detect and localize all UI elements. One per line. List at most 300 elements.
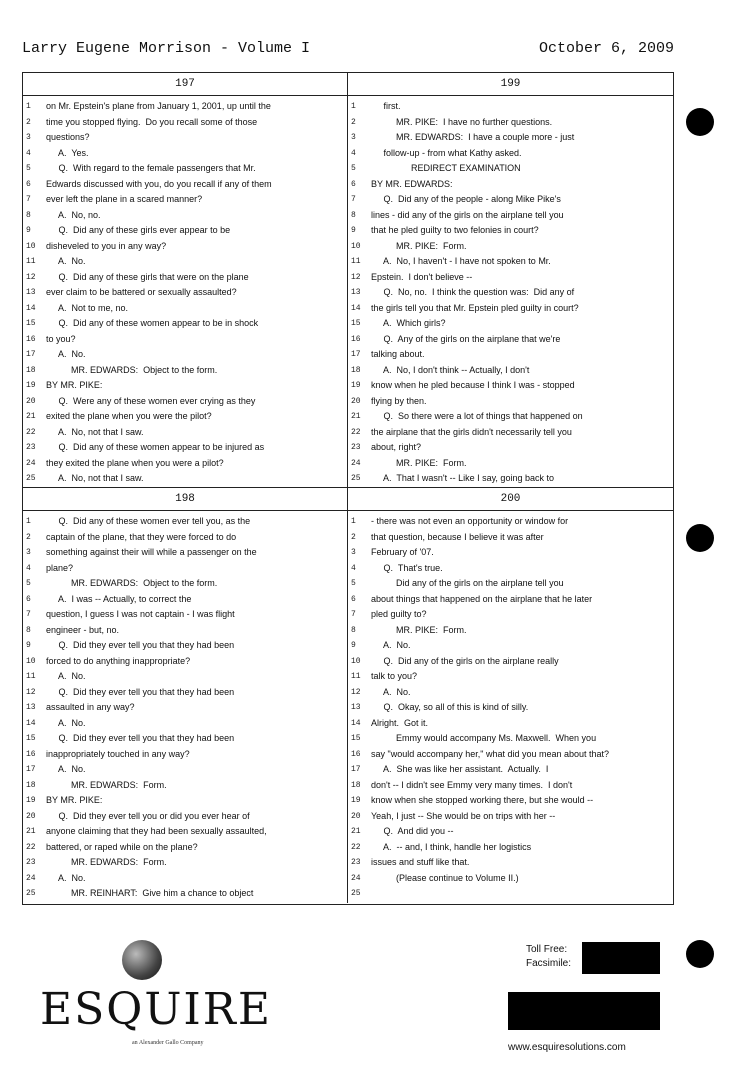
line-text: BY MR. PIKE: — [46, 795, 103, 805]
transcript-line — [23, 809, 347, 825]
line-number: 23 — [26, 858, 36, 867]
transcript-line — [23, 530, 347, 546]
line-number: 16 — [351, 749, 361, 759]
line-number: 4 — [26, 563, 31, 573]
line-number: 14 — [351, 303, 361, 313]
line-number: 19 — [351, 381, 361, 390]
transcript-line — [23, 440, 347, 456]
transcript-line — [23, 192, 347, 208]
transcript-line — [348, 824, 673, 840]
line-number: 4 — [26, 148, 31, 158]
transcript-line — [348, 855, 673, 871]
line-text: Q. So there were a lot of things that happened on — [371, 411, 583, 421]
transcript-line — [23, 208, 347, 224]
line-text: A. No, not that I saw. — [46, 473, 144, 483]
line-number: 18 — [351, 780, 361, 790]
transcript-line — [23, 561, 347, 577]
line-text: A. No, no. — [46, 209, 101, 220]
line-number: 16 — [351, 334, 361, 344]
line-number: 1 — [26, 517, 31, 526]
transcript-line — [23, 363, 347, 379]
line-number: 25 — [351, 889, 361, 898]
line-text: MR. REINHART: Give him a chance to object — [46, 888, 254, 898]
transcript-line — [23, 130, 347, 146]
line-text: REDIRECT EXAMINATION — [371, 163, 521, 173]
line-text: to you? — [46, 333, 76, 344]
line-number: 8 — [351, 625, 356, 635]
transcript-line — [348, 239, 673, 255]
line-number: 5 — [351, 164, 356, 173]
transcript-line — [348, 301, 673, 317]
line-number: 12 — [351, 272, 361, 282]
transcript-line — [348, 440, 673, 456]
punch-hole — [686, 108, 714, 136]
line-text — [371, 886, 673, 902]
transcript-line — [348, 685, 673, 701]
transcript-line — [23, 592, 347, 608]
transcript-line — [23, 654, 347, 670]
line-text: talk to you? — [371, 671, 418, 681]
line-number: 10 — [26, 656, 36, 666]
line-number: 8 — [351, 210, 356, 220]
transcript-line — [23, 285, 347, 301]
transcript-line — [348, 378, 673, 394]
line-text: Q. Did they ever tell you or did you ever hear of — [46, 810, 250, 821]
line-text: follow-up - from what Kathy asked. — [371, 147, 522, 158]
line-number: 16 — [26, 749, 36, 759]
line-number: 19 — [26, 796, 36, 805]
line-text: Q. Did any of the girls on the airplane really — [371, 655, 559, 666]
line-number: 7 — [351, 195, 356, 204]
transcript-line — [348, 809, 673, 825]
line-text: Q. That's true. — [371, 562, 443, 573]
line-number: 20 — [351, 811, 361, 821]
line-number: 23 — [26, 443, 36, 452]
deposition-date: October 6, 2009 — [538, 40, 674, 57]
transcript-line — [23, 871, 347, 887]
transcript-line — [23, 316, 347, 332]
line-text: Emmy would accompany Ms. Maxwell. When you — [371, 733, 597, 743]
transcript-line — [348, 316, 673, 332]
transcript-line — [348, 778, 673, 794]
transcript-line — [23, 685, 347, 701]
line-text: assaulted in any way? — [46, 702, 135, 712]
redaction-box — [508, 992, 660, 1030]
line-text: A. No. — [46, 671, 86, 681]
line-number: 11 — [351, 672, 361, 681]
line-text: Q. Did any of these girls that were on the plane — [46, 271, 249, 282]
line-text: MR. PIKE: Form. — [371, 457, 467, 468]
transcript-line — [348, 514, 673, 530]
line-number: 14 — [26, 718, 36, 728]
website-link[interactable]: www.esquiresolutions.com — [508, 1042, 626, 1053]
line-text: ever claim to be battered or sexually assaulted? — [46, 287, 237, 297]
line-number: 9 — [26, 226, 31, 235]
line-text: BY MR. PIKE: — [46, 380, 103, 390]
line-text: Q. No, no. I think the question was: Did any of — [371, 287, 575, 297]
line-text: A. No. — [46, 717, 86, 728]
transcript-line — [348, 623, 673, 639]
page-lines — [348, 511, 673, 902]
line-number: 3 — [351, 548, 356, 557]
line-text: MR. EDWARDS: Object to the form. — [46, 578, 218, 588]
transcript-line — [348, 99, 673, 115]
line-number: 11 — [26, 672, 36, 681]
line-text: exited the plane when you were the pilot? — [46, 411, 212, 421]
line-number: 23 — [351, 858, 361, 867]
transcript-line — [348, 115, 673, 131]
line-text: inappropriately touched in any way? — [46, 748, 190, 759]
line-number: 7 — [26, 195, 31, 204]
transcript-line — [23, 332, 347, 348]
line-text: Q. And did you -- — [371, 826, 454, 836]
line-text: Yeah, I just -- She would be on trips with her -- — [371, 810, 556, 821]
line-number: 2 — [351, 532, 356, 542]
line-number: 15 — [351, 319, 361, 328]
transcript-line — [348, 762, 673, 778]
page-lines — [23, 96, 347, 487]
line-text: something against their will while a passenger on the — [46, 547, 257, 557]
line-number: 12 — [351, 687, 361, 697]
line-number: 16 — [26, 334, 36, 344]
line-number: 11 — [351, 257, 361, 266]
transcript-line — [23, 824, 347, 840]
line-number: 6 — [351, 594, 356, 604]
page-number: 200 — [348, 488, 673, 511]
line-text: A. Not to me, no. — [46, 302, 129, 313]
line-text: MR. EDWARDS: Form. — [46, 779, 167, 790]
line-number: 19 — [26, 381, 36, 390]
line-text: MR. EDWARDS: Form. — [46, 857, 167, 867]
transcript-line — [23, 747, 347, 763]
line-text: disheveled to you in any way? — [46, 240, 167, 251]
line-text: don't -- I didn't see Emmy very many times. I don't — [371, 779, 573, 790]
transcript-line — [23, 576, 347, 592]
line-number: 23 — [351, 443, 361, 452]
line-text: pled guilty to? — [371, 609, 427, 619]
transcript-line — [23, 347, 347, 363]
transcript-line — [348, 363, 673, 379]
page-lines — [23, 511, 347, 902]
transcript-line — [348, 545, 673, 561]
line-text: engineer - but, no. — [46, 624, 120, 635]
transcript-line — [23, 378, 347, 394]
line-number: 1 — [351, 517, 356, 526]
transcript-line — [23, 669, 347, 685]
line-text: Q. Did any of these women ever tell you, as the — [46, 516, 251, 526]
line-number: 18 — [26, 365, 36, 375]
transcript-line — [23, 254, 347, 270]
transcript-page — [348, 73, 673, 488]
transcript-line — [348, 592, 673, 608]
transcript-line — [348, 456, 673, 472]
line-text: A. -- and, I think, handle her logistics — [371, 841, 532, 852]
line-number: 19 — [351, 796, 361, 805]
transcript-line — [23, 840, 347, 856]
line-text: that question, because I believe it was after — [371, 531, 544, 542]
line-number: 17 — [26, 765, 36, 774]
line-number: 6 — [26, 179, 31, 189]
line-text: first. — [371, 101, 401, 111]
line-text: (Please continue to Volume II.) — [371, 872, 519, 883]
line-number: 17 — [351, 765, 361, 774]
transcript-line — [348, 700, 673, 716]
punch-hole — [686, 524, 714, 552]
line-number: 24 — [351, 458, 361, 468]
transcript-line — [23, 793, 347, 809]
transcript-line — [23, 161, 347, 177]
line-text: MR. EDWARDS: Object to the form. — [46, 364, 218, 375]
line-text: time you stopped flying. Do you recall some of those — [46, 116, 258, 127]
transcript-page — [348, 488, 673, 903]
line-number: 21 — [26, 412, 36, 421]
line-text: A. No. — [371, 686, 411, 697]
line-number: 9 — [351, 641, 356, 650]
transcript-line — [23, 456, 347, 472]
contact-block — [508, 942, 668, 1062]
transcript-line — [348, 208, 673, 224]
esquire-logo — [40, 940, 273, 1060]
line-text: Epstein. I don't believe -- — [371, 271, 473, 282]
line-text: February of '07. — [371, 547, 434, 557]
logo-tagline: an Alexander Gallo Company — [132, 1040, 204, 1046]
transcript-line — [23, 731, 347, 747]
line-text: Q. With regard to the female passengers that Mr. — [46, 163, 256, 173]
line-number: 17 — [26, 350, 36, 359]
line-text: Q. Did any of these women appear to be injured as — [46, 442, 265, 452]
line-text: A. I was -- Actually, to correct the — [46, 593, 192, 604]
line-text: BY MR. EDWARDS: — [371, 178, 453, 189]
transcript-line — [23, 762, 347, 778]
line-number: 4 — [351, 563, 356, 573]
transcript-page — [23, 488, 348, 903]
line-number: 21 — [351, 827, 361, 836]
line-text: A. No. — [46, 764, 86, 774]
transcript-line — [23, 623, 347, 639]
line-number: 10 — [26, 241, 36, 251]
transcript-line — [348, 669, 673, 685]
line-text: Q. Were any of these women ever crying as they — [46, 395, 256, 406]
transcript-line — [348, 886, 673, 902]
line-number: 5 — [351, 579, 356, 588]
line-text: Q. Did any of these girls ever appear to be — [46, 225, 231, 235]
line-number: 14 — [26, 303, 36, 313]
transcript-line — [23, 700, 347, 716]
line-number: 1 — [26, 102, 31, 111]
transcript-line — [23, 301, 347, 317]
transcript-line — [348, 332, 673, 348]
line-text: A. No. — [371, 640, 411, 650]
line-text: A. She was like her assistant. Actually. I — [371, 764, 549, 774]
line-number: 22 — [351, 842, 361, 852]
line-text: A. No, not that I saw. — [46, 426, 144, 437]
line-text: talking about. — [371, 349, 425, 359]
facsimile-label: Facsimile: — [526, 958, 572, 969]
transcript-line — [23, 607, 347, 623]
line-number: 6 — [351, 179, 356, 189]
transcript-line — [348, 347, 673, 363]
page-number: 198 — [23, 488, 347, 511]
transcript-line — [348, 576, 673, 592]
line-number: 3 — [26, 133, 31, 142]
line-number: 3 — [26, 548, 31, 557]
transcript-line — [23, 409, 347, 425]
transcript-line — [348, 607, 673, 623]
transcript-line — [348, 561, 673, 577]
transcript-line — [23, 638, 347, 654]
transcript-line — [23, 886, 347, 902]
transcript-line — [348, 285, 673, 301]
page-lines — [348, 96, 673, 487]
transcript-line — [23, 270, 347, 286]
transcript-line — [23, 177, 347, 193]
transcript-line — [23, 115, 347, 131]
transcript-page — [23, 73, 348, 488]
line-number: 9 — [351, 226, 356, 235]
deposition-title: Larry Eugene Morrison - Volume I — [22, 40, 311, 57]
transcript-line — [348, 654, 673, 670]
line-text: A. No. — [46, 872, 86, 883]
transcript-line — [348, 223, 673, 239]
line-text: that he pled guilty to two felonies in court? — [371, 225, 539, 235]
line-number: 5 — [26, 579, 31, 588]
transcript-line — [23, 545, 347, 561]
transcript-line — [23, 146, 347, 162]
transcript-line — [348, 177, 673, 193]
line-text: battered, or raped while on the plane? — [46, 841, 198, 852]
line-number: 9 — [26, 641, 31, 650]
line-number: 13 — [26, 703, 36, 712]
line-text: A. That I wasn't -- Like I say, going back to — [371, 473, 554, 483]
transcript-line — [348, 146, 673, 162]
line-text: say "would accompany her," what did you mean about that? — [371, 748, 610, 759]
line-number: 15 — [351, 734, 361, 743]
line-number: 21 — [351, 412, 361, 421]
transcript-line — [23, 855, 347, 871]
transcript-line — [23, 394, 347, 410]
transcript-line — [348, 716, 673, 732]
redaction-box — [582, 942, 660, 974]
line-number: 10 — [351, 241, 361, 251]
transcript-line — [23, 99, 347, 115]
line-number: 20 — [26, 396, 36, 406]
line-number: 22 — [26, 427, 36, 437]
line-number: 4 — [351, 148, 356, 158]
transcript-line — [348, 638, 673, 654]
line-number: 18 — [26, 780, 36, 790]
page-number: 197 — [23, 73, 347, 96]
line-text: plane? — [46, 562, 74, 573]
transcript-line — [348, 254, 673, 270]
line-number: 15 — [26, 319, 36, 328]
line-text: A. No, I haven't - I have not spoken to Mr. — [371, 256, 551, 266]
transcript-line — [348, 394, 673, 410]
line-number: 6 — [26, 594, 31, 604]
line-number: 10 — [351, 656, 361, 666]
transcript-line — [23, 471, 347, 487]
transcript-line — [348, 747, 673, 763]
transcript-line — [348, 161, 673, 177]
toll-free-label: Toll Free: — [526, 944, 568, 955]
page-number: 199 — [348, 73, 673, 96]
line-number: 8 — [26, 625, 31, 635]
line-text: A. No. — [46, 349, 86, 359]
line-text: the girls tell you that Mr. Epstein pled guilty in court? — [371, 302, 579, 313]
line-number: 25 — [351, 474, 361, 483]
line-number: 8 — [26, 210, 31, 220]
line-number: 24 — [26, 873, 36, 883]
line-number: 15 — [26, 734, 36, 743]
line-text: A. No, I don't think -- Actually, I don't — [371, 364, 530, 375]
line-text: MR. PIKE: Form. — [371, 624, 467, 635]
line-text: MR. PIKE: Form. — [371, 240, 467, 251]
line-text: Alright. Got it. — [371, 717, 429, 728]
transcript-line — [348, 130, 673, 146]
transcript-line — [348, 425, 673, 441]
line-text: captain of the plane, that they were forced to do — [46, 531, 237, 542]
line-text: - there was not even an opportunity or window for — [371, 516, 569, 526]
line-number: 20 — [351, 396, 361, 406]
line-number: 24 — [26, 458, 36, 468]
line-number: 11 — [26, 257, 36, 266]
line-number: 14 — [351, 718, 361, 728]
line-text: ever left the plane in a scared manner? — [46, 194, 203, 204]
punch-hole — [686, 940, 714, 968]
line-number: 2 — [26, 117, 31, 127]
line-number: 13 — [351, 703, 361, 712]
line-number: 24 — [351, 873, 361, 883]
logo-wordmark: ESQUIRE — [40, 984, 273, 1035]
line-text: the airplane that the girls didn't necessarily tell you — [371, 426, 572, 437]
line-number: 13 — [351, 288, 361, 297]
line-number: 12 — [26, 687, 36, 697]
line-number: 12 — [26, 272, 36, 282]
line-number: 18 — [351, 365, 361, 375]
line-number: 13 — [26, 288, 36, 297]
line-text: MR. EDWARDS: I have a couple more - just — [371, 132, 575, 142]
line-text: Q. Did they ever tell you that they had been — [46, 640, 235, 650]
line-text: know when he pled because I think I was - stopped — [371, 380, 575, 390]
transcript-line — [23, 239, 347, 255]
line-text: questions? — [46, 132, 90, 142]
transcript-line — [348, 471, 673, 487]
line-text: Q. Any of the girls on the airplane that we're — [371, 333, 561, 344]
line-text: on Mr. Epstein's plane from January 1, 2001, up until the — [46, 101, 271, 111]
transcript-line — [348, 409, 673, 425]
transcript-line — [348, 530, 673, 546]
line-number: 20 — [26, 811, 36, 821]
line-text: lines - did any of the girls on the airplane tell you — [371, 209, 564, 220]
line-number: 3 — [351, 133, 356, 142]
line-text: Q. Did any of these women appear to be in shock — [46, 318, 259, 328]
line-number: 7 — [26, 610, 31, 619]
line-text: about things that happened on the airplane that he later — [371, 593, 593, 604]
globe-icon — [122, 940, 162, 980]
line-text: Edwards discussed with you, do you recall if any of them — [46, 178, 272, 189]
line-number: 2 — [351, 117, 356, 127]
page-header — [22, 40, 674, 62]
line-number: 22 — [26, 842, 36, 852]
line-text: Q. Okay, so all of this is kind of silly. — [371, 702, 529, 712]
line-number: 17 — [351, 350, 361, 359]
line-number: 22 — [351, 427, 361, 437]
line-number: 1 — [351, 102, 356, 111]
line-number: 7 — [351, 610, 356, 619]
line-text: A. Which girls? — [371, 318, 446, 328]
line-text: they exited the plane when you were a pilot? — [46, 457, 224, 468]
line-text: MR. PIKE: I have no further questions. — [371, 116, 553, 127]
line-number: 5 — [26, 164, 31, 173]
